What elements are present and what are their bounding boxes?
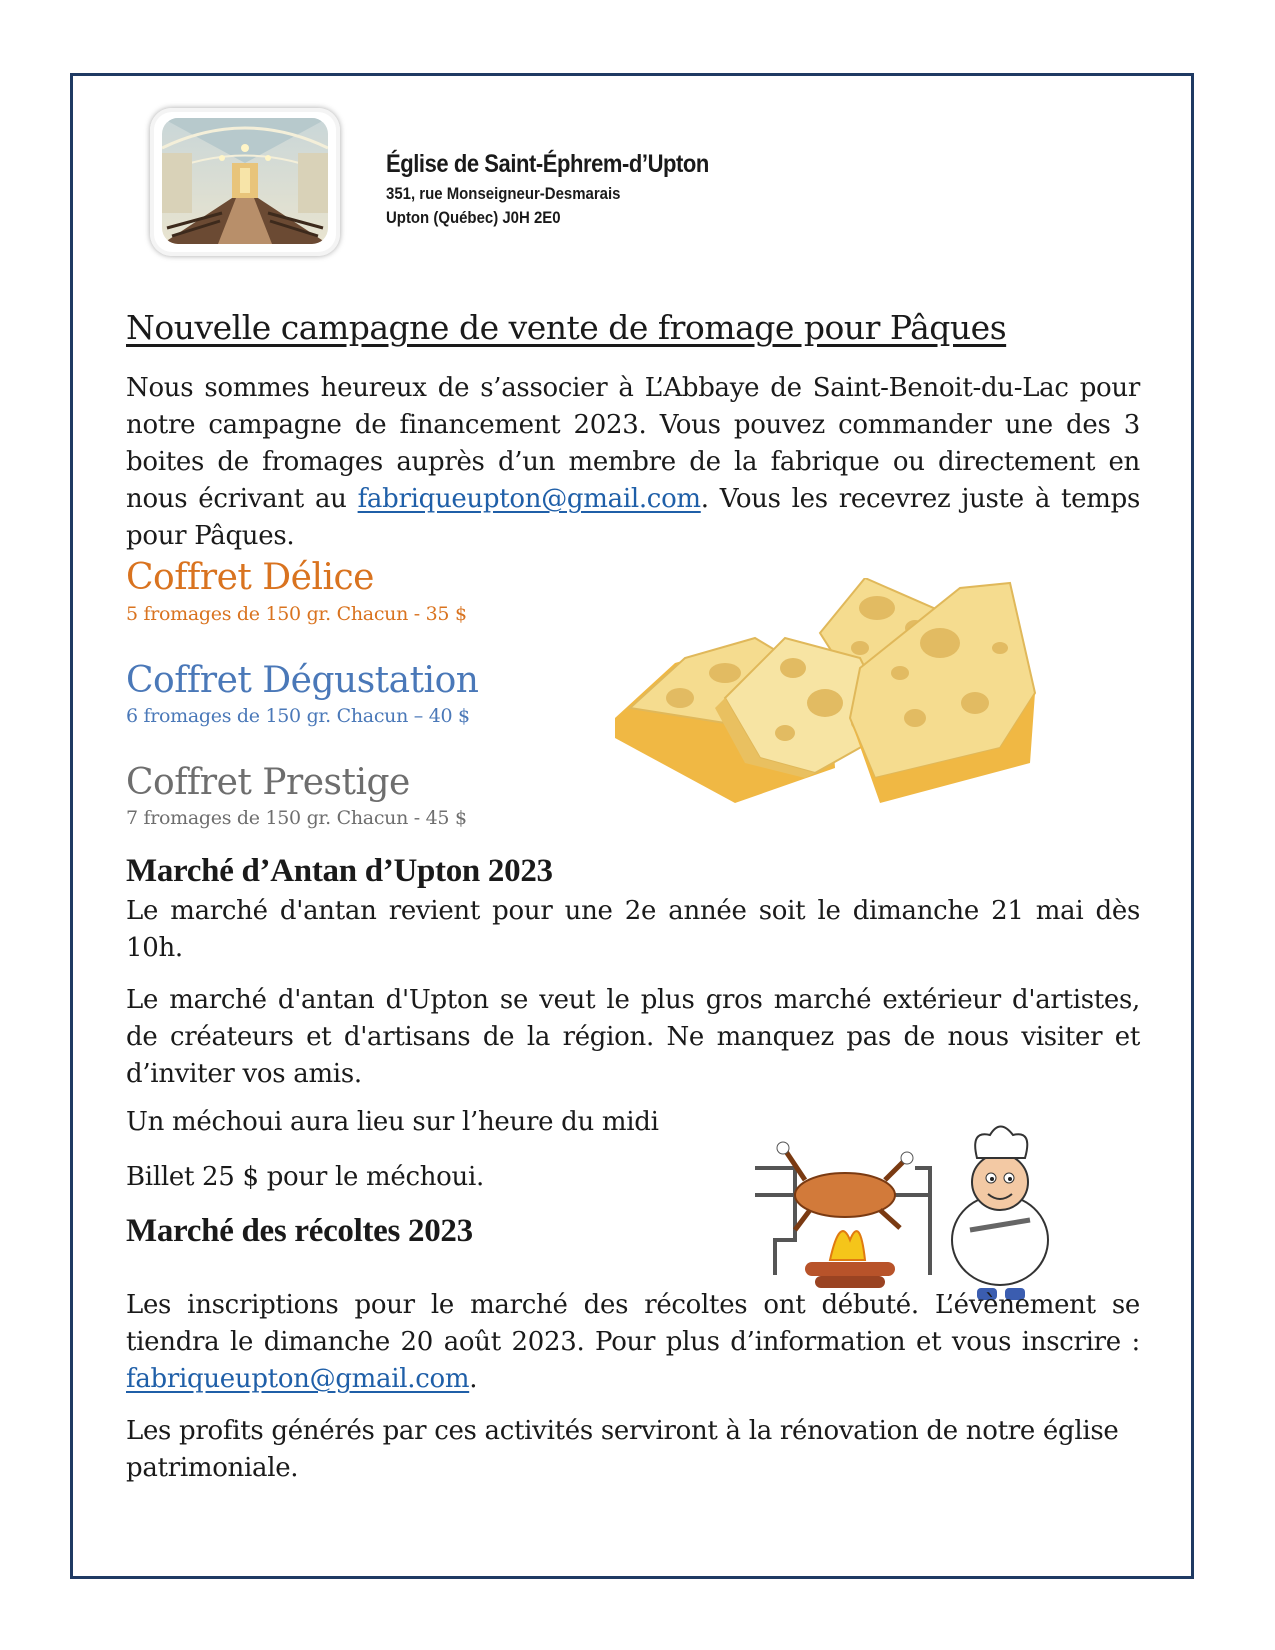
coffret-delice-desc: 5 fromages de 150 gr. Chacun - 35 $ [126, 603, 467, 625]
marche-antan-p1: Le marché d'antan revient pour une 2e année soit le dimanche 21 mai dès 10h. [126, 896, 1140, 963]
coffret-prestige-desc: 7 fromages de 150 gr. Chacun - 45 $ [126, 807, 467, 829]
cheese-campaign-intro [126, 370, 1140, 555]
marche-recoltes-p2: Les profits générés par ces activités serviront à la rénovation de notre église patrimoniale. [126, 1416, 1119, 1483]
church-interior-image [162, 118, 328, 244]
cheese-campaign-title: Nouvelle campagne de vente de fromage pour Pâques [126, 308, 1007, 347]
recoltes-email-link[interactable]: fabriqueupton@gmail.com [126, 1364, 470, 1394]
intro-text-end: . Vous les recevrez juste à temps pour Pâques. [126, 484, 1140, 551]
marche-antan-heading: Marché d’Antan d’Upton 2023 [126, 853, 553, 889]
church-name: Église de Saint-Éphrem-d’Upton [386, 150, 709, 178]
marche-recoltes-heading: Marché des récoltes 2023 [126, 1213, 473, 1249]
email-link[interactable]: fabriqueupton@gmail.com [357, 484, 701, 514]
church-photo-frame [150, 108, 340, 256]
mechoui-line: Un méchoui aura lieu sur l’heure du midi [126, 1107, 659, 1137]
marche-antan-p2: Le marché d'antan d'Upton se veut le plus gros marché extérieur d'artistes, de créateurs et d'artisans de la région. Ne manquez pas de nous visiter et d’inviter vos amis. [126, 985, 1140, 1089]
address-line-2: Upton (Québec) J0H 2E0 [386, 208, 561, 227]
cheese-illustration [615, 578, 1080, 853]
address-line-1: 351, rue Monseigneur-Desmarais [386, 184, 621, 203]
coffret-degustation-name: Coffret Dégustation [126, 660, 479, 701]
mechoui-chef-illustration [755, 1120, 1075, 1305]
coffret-delice-name: Coffret Délice [126, 557, 374, 598]
mechoui-ticket-line: Billet 25 $ pour le méchoui. [126, 1162, 484, 1192]
recoltes-text-end: . [469, 1364, 478, 1394]
coffret-prestige-name: Coffret Prestige [126, 762, 410, 803]
intro-text: Nous sommes heureux de s’associer à L’Abbaye de Saint-Benoit-du-Lac pour notre campagne de financement 2023. Vous pouvez commander une des 3 boites de fromages auprès d’un membre de la fabrique ou directement en nous écrivant au [126, 373, 1140, 514]
marche-recoltes-p1 [126, 1287, 1140, 1398]
recoltes-text: Les inscriptions pour le marché des récoltes ont débuté. L’évènement se tiendra le dimanche 20 août 2023. Pour plus d’information et vous inscrire : [126, 1290, 1140, 1357]
coffret-degustation-desc: 6 fromages de 150 gr. Chacun – 40 $ [126, 705, 470, 727]
